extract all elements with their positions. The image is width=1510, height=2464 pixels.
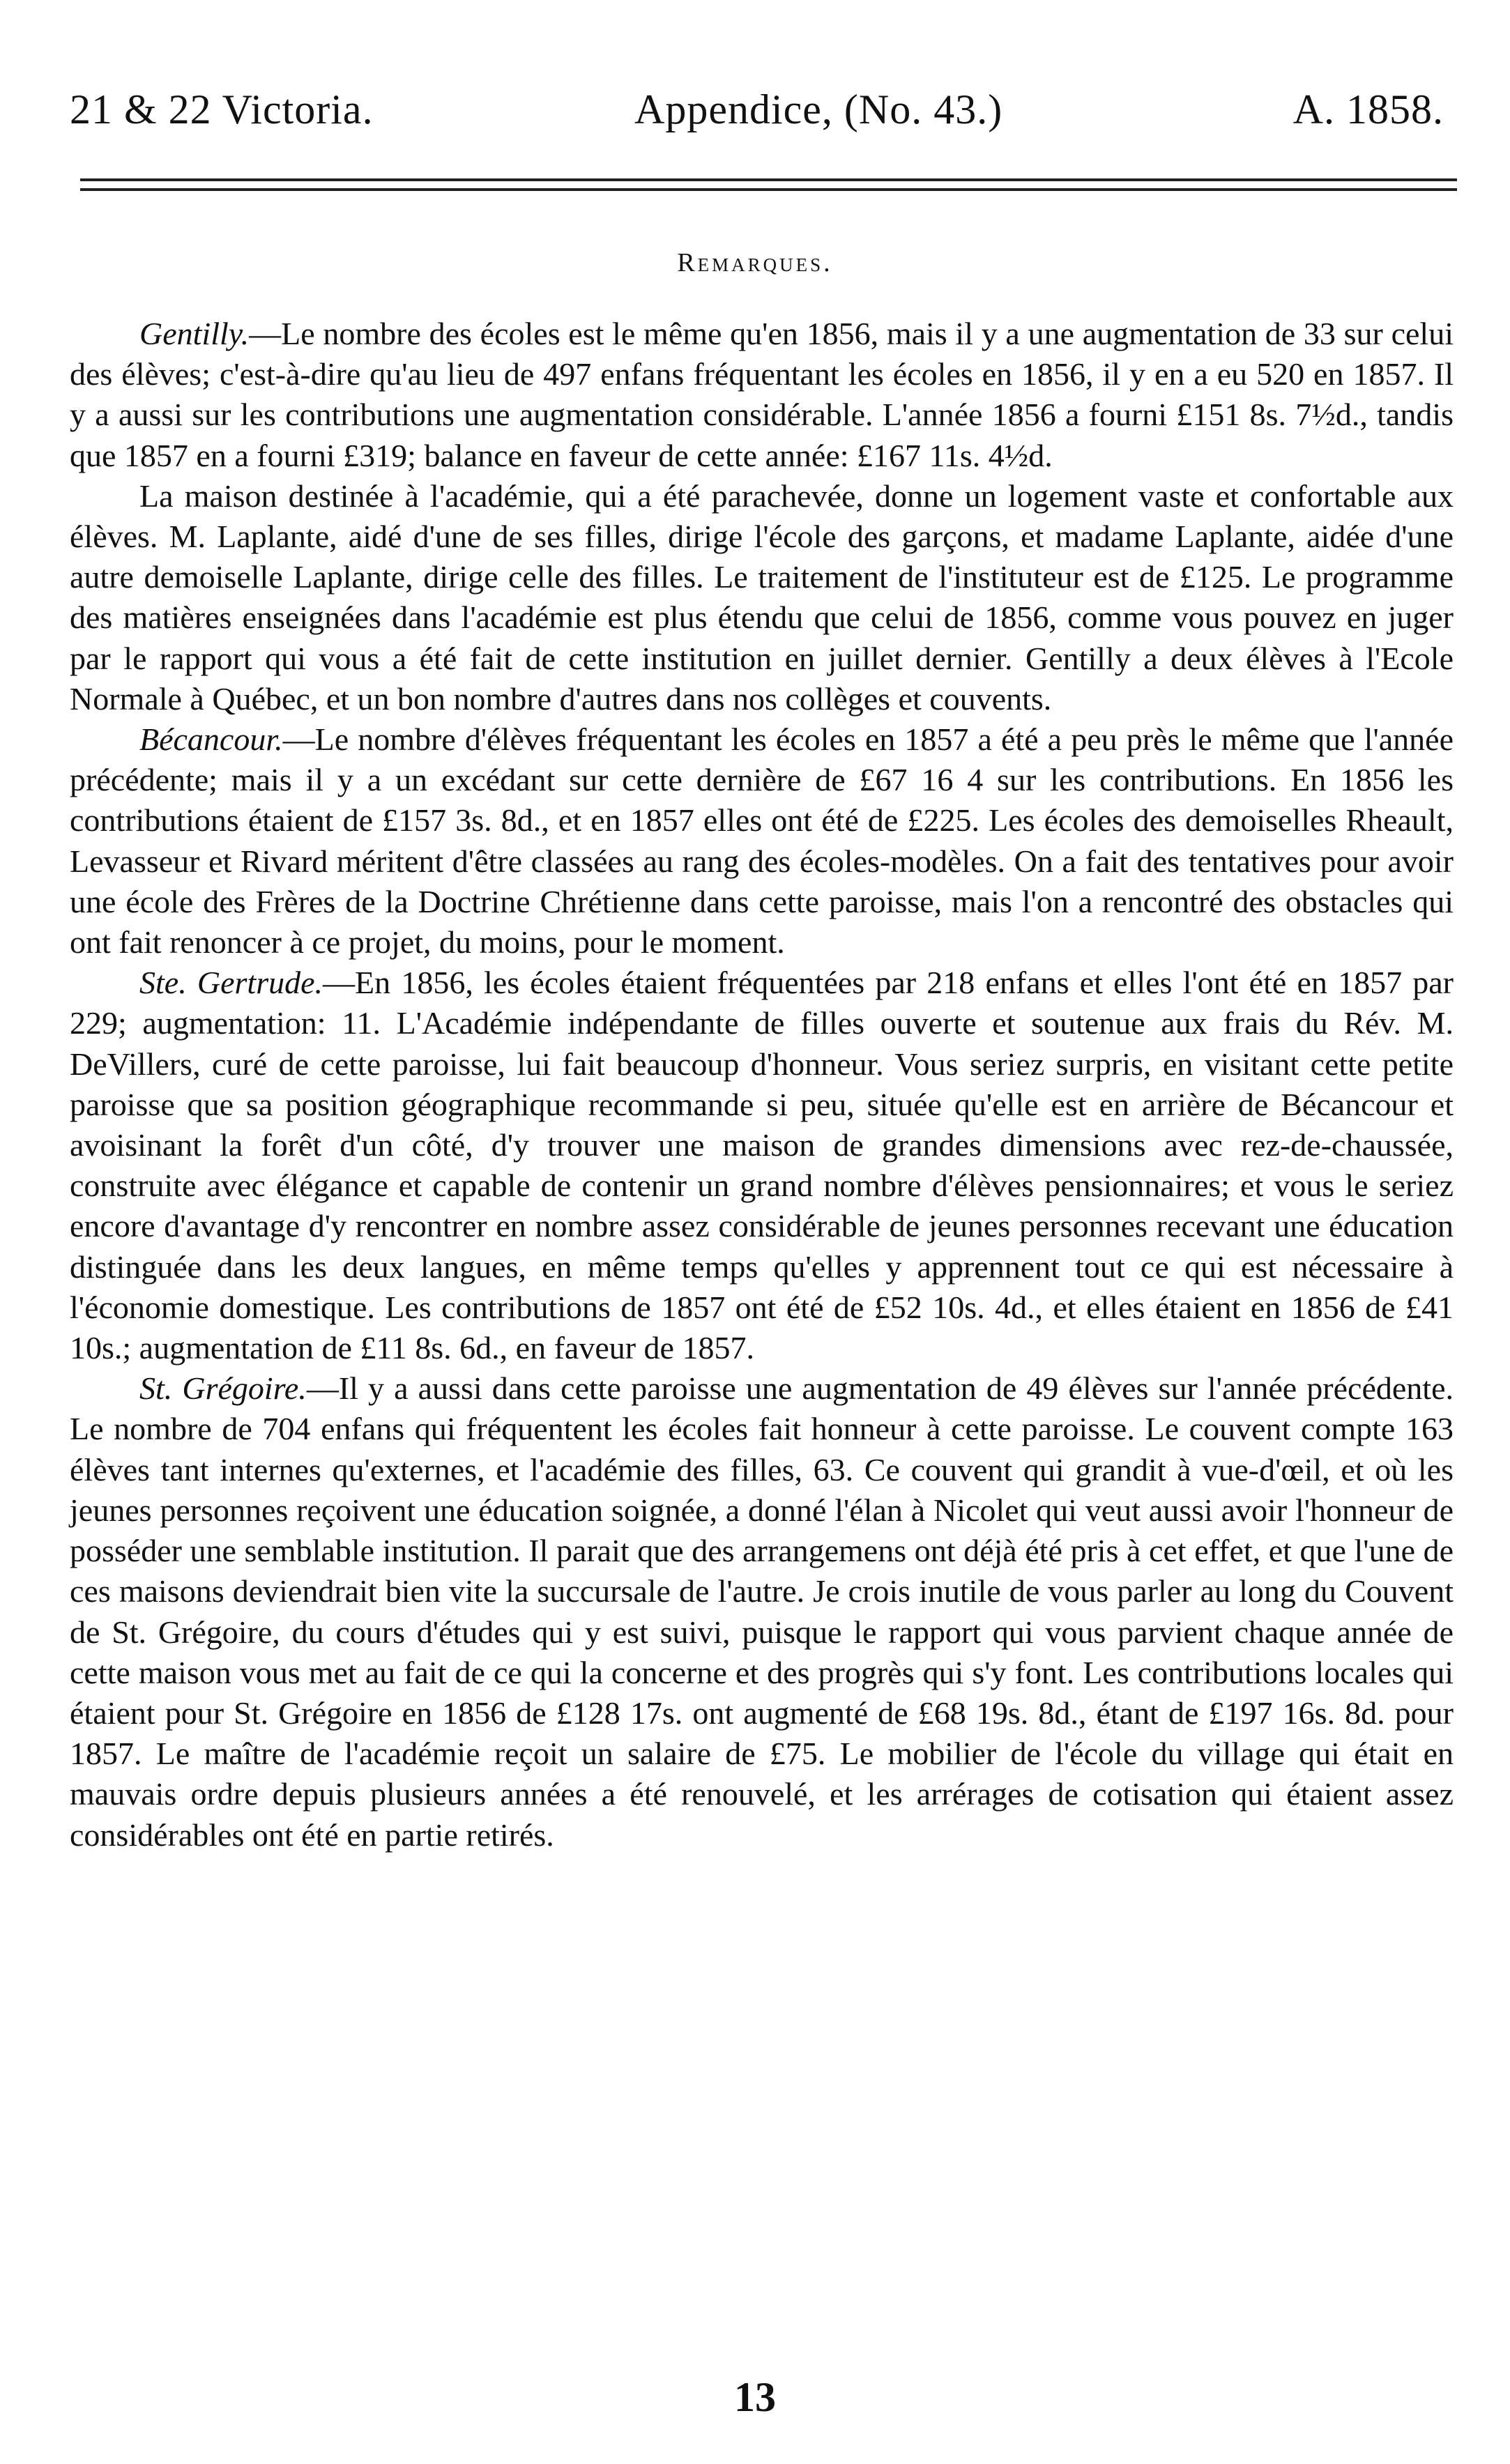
paragraph-text: —Le nombre d'élèves fréquentant les écoles en 1857 a été a peu près le même que l'année précédente; mais il y a un excédant sur cette dernière de £67 16 4 sur les contributions. En 1856 les contributions étaient de £157 3s. 8d., et en 1857 elles ont été de £225. Les écoles des demoiselles Rheault, Levasseur et Rivard méritent d'être classées au rang des écoles-modèles. On a fait des tentatives pour avoir une école des Frères de la Doctrine Chrétienne dans cette paroisse, mais l'on a rencontré des obstacles qui ont fait renoncer à ce projet, du moins, pour le moment. [70, 721, 1454, 961]
body-text [70, 314, 1454, 1855]
paragraph-becancour [70, 719, 1454, 963]
place-name: St. Grégoire. [139, 1370, 307, 1407]
header-rule-top [80, 178, 1457, 181]
paragraph-text: —Le nombre des écoles est le même qu'en 1856, mais il y a une augmentation de 33 sur celui des élèves; c'est-à-dire qu'au lieu de 497 enfans fréquentant les écoles en 1856, il y en a eu 520 en 1857. Il y a aussi sur les contributions une augmentation considérable. L'année 1856 a fourni £151 8s. 7½d., tandis que 1857 en a fourni £319; balance en faveur de cette année: £167 11s. 4½d. [70, 316, 1454, 473]
place-name: Gentilly. [139, 316, 250, 351]
paragraph-ste-gertrude [70, 963, 1454, 1368]
paragraph-gentilly [70, 314, 1454, 476]
header-appendix: Appendice, (No. 43.) [634, 86, 1003, 132]
paragraph-text: La maison destinée à l'académie, qui a été parachevée, donne un logement vaste et confortable aux élèves. M. Laplante, aidé d'une de ses filles, dirige l'école des garçons, et madame Laplante, aidée d'une autre demoiselle Laplante, dirige celle des filles. Le traitement de l'instituteur est de £125. Le programme des matières enseignées dans l'académie est plus étendu que celui de 1856, comme vous pouvez en juger par le rapport qui vous a été fait de cette institution en juillet dernier. Gentilly a deux élèves à l'Ecole Normale à Québec, et un bon nombre d'autres dans nos collèges et couvents. [70, 477, 1454, 717]
place-name: Bécancour. [139, 721, 283, 758]
page-number: 13 [734, 2374, 776, 2420]
page-header [0, 78, 1510, 141]
header-year: A. 1858. [1292, 86, 1444, 132]
header-rule-bottom [80, 188, 1457, 191]
place-name: Ste. Gertrude. [139, 965, 323, 1001]
header-session: 21 & 22 Victoria. [70, 86, 374, 132]
paragraph-gentilly-academie [70, 476, 1454, 719]
paragraph-text: —En 1856, les écoles étaient fréquentées par 218 enfans et elles l'ont été en 1857 par 229; augmentation: 11. L'Académie indépendante de filles ouverte et soutenue aux frais du Rév. M. DeVillers, curé de cette paroisse, lui fait beaucoup d'honneur. Vous seriez surpris, en visitant cette petite paroisse que sa position géographique recommande si peu, située qu'elle est en arrière de Bécancour et avoisinant la forêt d'un côté, d'y trouver une maison de grandes dimensions avec rez-de-chaussée, construite avec élégance et capable de contenir un grand nombre d'élèves pensionnaires; et vous le seriez encore d'avantage d'y rencontrer en nombre assez considérable de jeunes personnes recevant une éducation distinguée dans les deux langues, en même temps qu'elles y apprennent tout ce qui est nécessaire à l'économie domestique. Les contributions de 1857 ont été de £52 10s. 4d., et elles étaient en 1856 de £41 10s.; augmentation de £11 8s. 6d., en faveur de 1857. [70, 965, 1454, 1366]
section-title: Remarques. [677, 248, 833, 277]
paragraph-text: —Il y a aussi dans cette paroisse une augmentation de 49 élèves sur l'année précédente. Le nombre de 704 enfans qui fréquentent les écoles fait honneur à cette paroisse. Le couvent compte 163 élèves tant internes qu'externes, et l'académie des filles, 63. Ce couvent qui grandit à vue-d'œil, et où les jeunes personnes reçoivent une éducation soignée, a donné l'élan à Nicolet qui veut aussi avoir l'honneur de posséder une semblable institution. Il parait que des arrangemens ont déjà été pris à cet effet, et que l'une de ces maisons deviendrait bien vite la succursale de l'autre. Je crois inutile de vous parler au long du Couvent de St. Grégoire, du cours d'études qui y est suivi, puisque le rapport qui vous parvient chaque année de cette maison vous met au fait de ce qui la concerne et des progrès qui s'y font. Les contributions locales qui étaient pour St. Grégoire en 1856 de £128 17s. ont augmenté de £68 19s. 8d., étant de £197 16s. 8d. pour 1857. Le maître de l'académie reçoit un salaire de £75. Le mobilier de l'école du village qui était en mauvais ordre depuis plusieurs années a été renouvelé, et les arrérages de cotisation qui étaient assez considérables ont été en partie retirés. [70, 1370, 1454, 1853]
paragraph-st-gregoire [70, 1368, 1454, 1855]
